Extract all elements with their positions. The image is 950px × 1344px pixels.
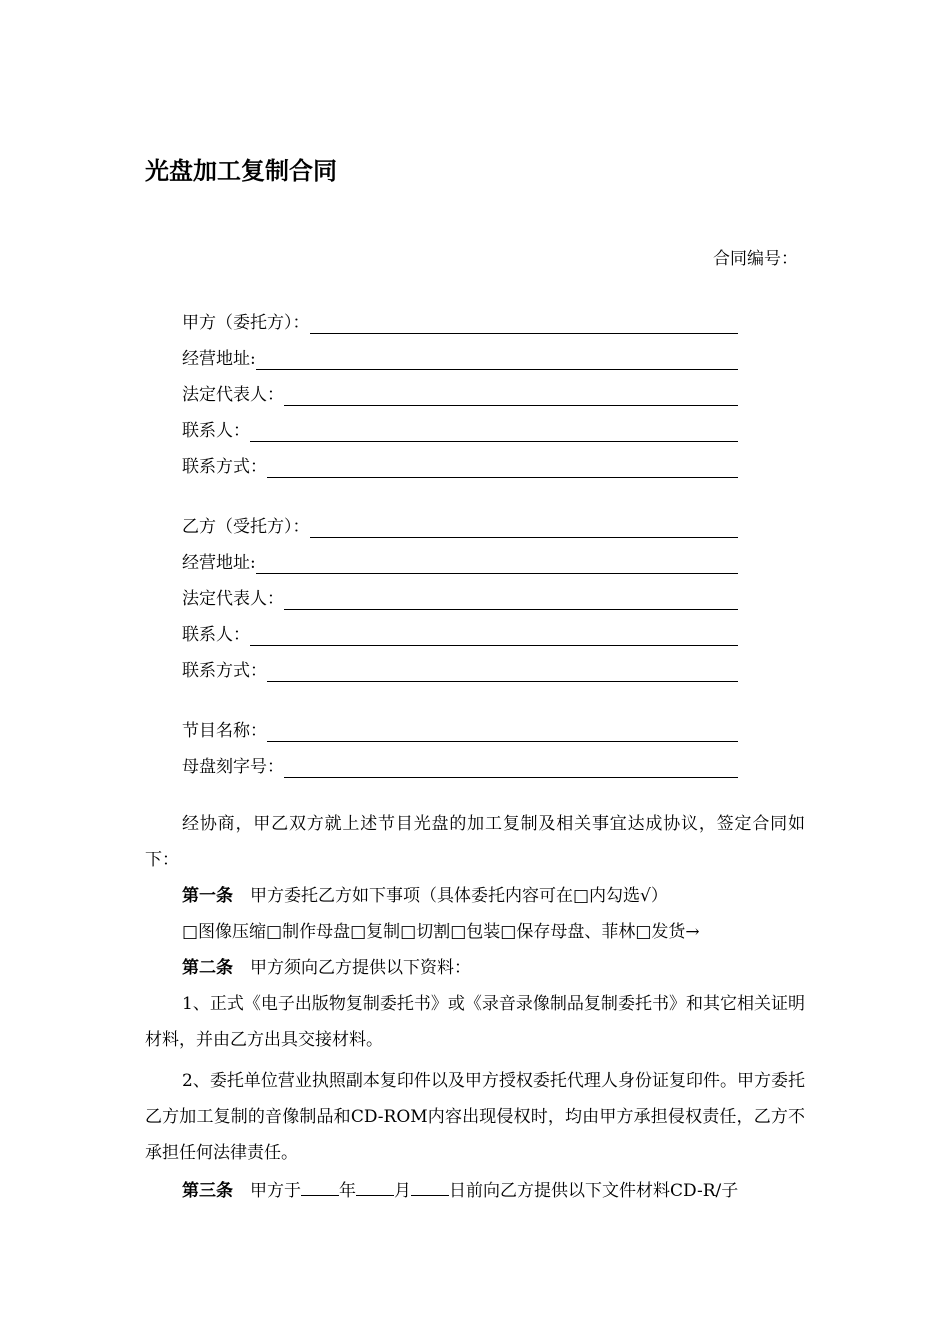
party-a-contact-method-blank[interactable] — [267, 457, 738, 478]
party-b-contact-label: 联系人： — [182, 625, 250, 645]
party-b-contact-field — [182, 622, 738, 648]
party-a-contact-blank[interactable] — [250, 421, 738, 442]
party-b-contact-blank[interactable] — [250, 625, 738, 646]
party-a-name-label: 甲方（委托方）： — [182, 313, 310, 333]
party-b-legal-rep-label: 法定代表人： — [182, 589, 284, 609]
party-b-name-label: 乙方（受托方）： — [182, 517, 310, 537]
master-disc-number-blank[interactable] — [284, 757, 738, 778]
party-a-contact-label: 联系人： — [182, 421, 250, 441]
party-b-address-blank[interactable] — [256, 553, 738, 574]
party-b-address-field — [182, 550, 738, 576]
party-a-contact-method-label: 联系方式： — [182, 457, 267, 477]
master-disc-number-field — [182, 754, 738, 780]
party-a-contact-method-field — [182, 454, 738, 480]
article-2-text: 甲方须向乙方提供以下资料： — [233, 958, 471, 978]
intro-paragraph: 经协商，甲乙双方就上述节目光盘的加工复制及相关事宜达成协议，签定合同如下： — [145, 814, 805, 870]
article-2 — [145, 950, 805, 986]
article-3-day-blank[interactable] — [411, 1179, 449, 1196]
contract-number-label: 合同编号： — [713, 249, 798, 269]
party-b-legal-rep-blank[interactable] — [284, 589, 738, 610]
party-a-legal-rep-label: 法定代表人： — [182, 385, 284, 405]
party-a-name-blank[interactable] — [310, 313, 739, 334]
party-b-name-blank[interactable] — [310, 517, 739, 538]
article-3-year: 年 — [339, 1181, 356, 1201]
article-3-month-blank[interactable] — [356, 1179, 394, 1196]
article-2-item-2: 2、委托单位营业执照副本复印件以及甲方授权委托代理人身份证复印件。甲方委托乙方加工复制的音像制品和CD-ROM内容出现侵权时，均由甲方承担侵权责任，乙方不承担任何法律责任。 — [145, 1071, 805, 1163]
party-a-contact-field — [182, 418, 738, 444]
article-1-options: □图像压缩□制作母盘□复制□切割□包装□保存母盘、菲林□发货→ — [182, 922, 700, 942]
program-name-label: 节目名称： — [182, 721, 267, 741]
article-3-month: 月 — [394, 1181, 411, 1201]
page-title: 光盘加工复制合同 — [145, 157, 337, 185]
article-2-heading: 第二条 — [182, 958, 233, 978]
party-b-address-label: 经营地址: — [182, 553, 256, 573]
party-a-legal-rep-blank[interactable] — [284, 385, 738, 406]
party-b-contact-method-field — [182, 658, 738, 684]
party-a-legal-rep-field — [182, 382, 738, 408]
party-a-address-blank[interactable] — [256, 349, 738, 370]
article-3-prefix: 甲方于 — [233, 1181, 301, 1201]
party-b-legal-rep-field — [182, 586, 738, 612]
program-name-blank[interactable] — [267, 721, 738, 742]
article-3-year-blank[interactable] — [301, 1179, 339, 1196]
party-a-address-field — [182, 346, 738, 372]
article-1 — [145, 878, 805, 914]
article-1-text: 甲方委托乙方如下事项（具体委托内容可在□内勾选√） — [233, 886, 668, 906]
article-3-heading: 第三条 — [182, 1181, 233, 1201]
article-3 — [145, 1173, 805, 1209]
master-disc-number-label: 母盘刻字号： — [182, 757, 284, 777]
article-3-suffix: 日前向乙方提供以下文件材料CD-R/子 — [449, 1181, 739, 1201]
party-b-contact-method-label: 联系方式： — [182, 661, 267, 681]
party-b-contact-method-blank[interactable] — [267, 661, 738, 682]
party-b-name-field — [182, 514, 738, 540]
program-name-field — [182, 718, 738, 744]
article-1-heading: 第一条 — [182, 886, 233, 906]
article-2-item-1: 1、正式《电子出版物复制委托书》或《录音录像制品复制委托书》和其它相关证明材料，并由乙方出具交接材料。 — [145, 994, 805, 1050]
party-a-name-field — [182, 310, 738, 336]
party-a-address-label: 经营地址: — [182, 349, 256, 369]
